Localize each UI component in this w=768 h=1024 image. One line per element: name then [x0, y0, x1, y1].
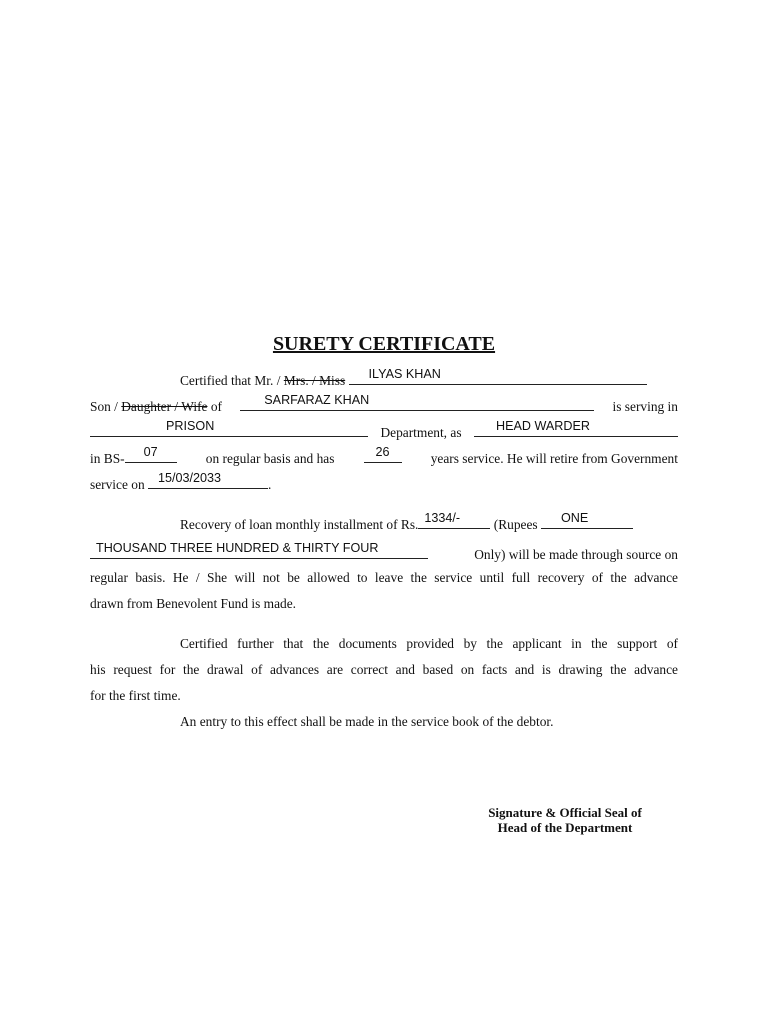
name-value: ILYAS KHAN	[368, 367, 441, 381]
line-son-of	[90, 393, 678, 415]
signature-line-2: Head of the Department	[497, 820, 633, 835]
line-department	[90, 419, 678, 441]
son-text: Son /	[90, 399, 118, 414]
only-text: Only) will be made through source on	[474, 547, 678, 562]
retire-text: years service. He will retire from Government	[430, 451, 678, 466]
years-value: 26	[375, 445, 390, 459]
amount-words-blank-b	[90, 541, 428, 559]
line-recovery	[90, 511, 678, 533]
name-blank	[349, 367, 647, 385]
line-retirement-date	[90, 471, 678, 493]
post-value: HEAD WARDER	[496, 419, 590, 433]
line-amount-words	[90, 541, 678, 563]
certified-that-text: Certified that Mr. /	[180, 373, 281, 388]
of-text: of	[210, 399, 223, 414]
regular-basis-text: on regular basis and has	[205, 451, 335, 466]
entry-effect-text: An entry to this effect shall be made in the service book of the debtor.	[180, 714, 554, 729]
service-on-text: service on	[90, 477, 145, 492]
line-certified-further	[90, 636, 678, 652]
father-name-value: SARFARAZ KHAN	[264, 393, 370, 407]
department-as-text: Department, as	[380, 425, 462, 440]
in-bs-text: in BS-	[90, 451, 125, 466]
rupees-text: (Rupees	[493, 517, 538, 532]
line-entry-effect	[90, 714, 678, 730]
line-drawal-request	[90, 662, 678, 678]
amount-value: 1334/-	[424, 511, 461, 525]
serving-in-text: is serving in	[612, 399, 678, 414]
first-time-text: for the first time.	[90, 688, 181, 703]
post-blank	[474, 419, 678, 437]
department-blank	[90, 419, 368, 437]
amount-blank	[418, 511, 490, 529]
department-value: PRISON	[166, 419, 215, 433]
line-first-time	[90, 688, 678, 704]
amount-words-b-value: THOUSAND THREE HUNDRED & THIRTY FOUR	[96, 541, 379, 555]
father-name-blank	[240, 393, 594, 411]
struck-relation-text: Daughter / Wife	[121, 399, 208, 414]
struck-title-text: Mrs. / Miss	[283, 373, 346, 388]
regular-basis-line: regular basis. He / She will not be allowed to leave the service until full recovery of the advance	[90, 570, 678, 585]
amount-words-a-value: ONE	[561, 511, 589, 525]
signature-line-1: Signature & Official Seal of	[488, 805, 642, 820]
years-blank	[364, 445, 402, 463]
period-text: .	[268, 477, 272, 492]
bs-blank	[125, 445, 177, 463]
drawal-request-text: his request for the drawal of advances are correct and based on facts and is drawing the advance	[90, 662, 678, 677]
line-certified-name	[90, 367, 678, 389]
retirement-date-value: 15/03/2033	[158, 471, 222, 485]
line-benevolent-fund	[90, 596, 678, 612]
certified-further-text: Certified further that the documents provided by the applicant in the support of	[180, 636, 678, 651]
recovery-text: Recovery of loan monthly installment of Rs.	[180, 517, 419, 532]
benevolent-fund-text: drawn from Benevolent Fund is made.	[90, 596, 297, 611]
certificate-title: SURETY CERTIFICATE	[272, 333, 496, 355]
line-bs-years	[90, 445, 678, 467]
amount-words-blank-a	[541, 511, 633, 529]
retirement-date-blank	[148, 471, 268, 489]
line-regular-basis	[90, 570, 678, 586]
bs-value: 07	[143, 445, 158, 459]
